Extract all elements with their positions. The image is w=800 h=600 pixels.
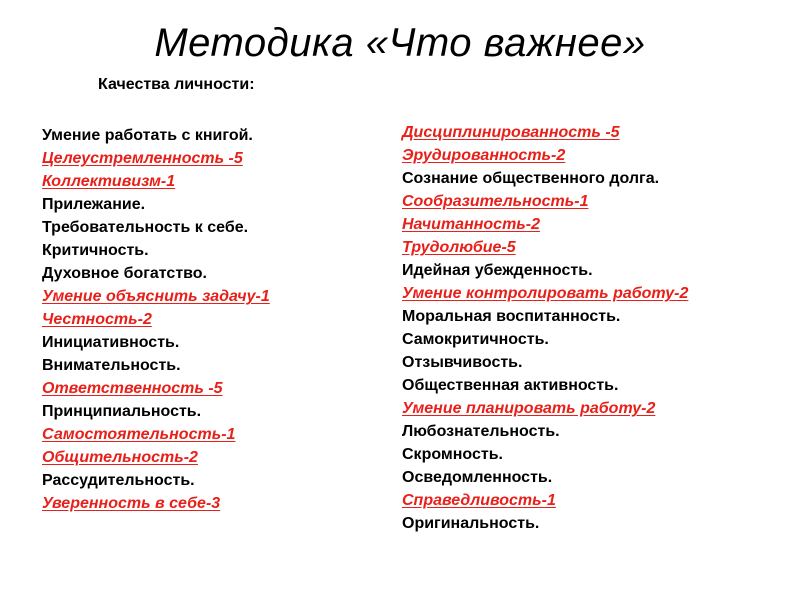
quality-item-highlighted: Честность-2 bbox=[42, 311, 152, 328]
quality-item: Общественная активность. bbox=[402, 377, 619, 394]
quality-item: Внимательность. bbox=[42, 357, 181, 374]
quality-item: Осведомленность. bbox=[402, 469, 553, 486]
quality-item: Скромность. bbox=[402, 446, 503, 463]
quality-item: Умение работать с книгой. bbox=[42, 127, 253, 144]
quality-item: Оригинальность. bbox=[402, 515, 540, 532]
quality-item-highlighted: Трудолюбие-5 bbox=[402, 239, 516, 256]
quality-item: Рассудительность. bbox=[42, 472, 195, 489]
quality-item: Прилежание. bbox=[42, 196, 146, 213]
quality-item-highlighted: Эрудированность-2 bbox=[402, 147, 566, 164]
quality-item-highlighted: Ответственность -5 bbox=[42, 380, 223, 397]
quality-item: Сознание общественного долга. bbox=[402, 170, 660, 187]
quality-item: Отзывчивость. bbox=[402, 354, 523, 371]
quality-item-highlighted: Общительность-2 bbox=[42, 449, 198, 466]
page-title: Методика «Что важнее» bbox=[154, 21, 646, 65]
quality-item: Критичность. bbox=[42, 242, 149, 259]
qualities-list-right bbox=[402, 121, 688, 535]
section-subtitle: Качества личности: bbox=[98, 76, 255, 93]
quality-item-highlighted: Умение контролировать работу-2 bbox=[402, 285, 689, 302]
quality-item: Требовательность к себе. bbox=[42, 219, 249, 236]
quality-item-highlighted: Коллективизм-1 bbox=[42, 173, 176, 190]
quality-item-highlighted: Начитанность-2 bbox=[402, 216, 541, 233]
quality-item-highlighted: Сообразительность-1 bbox=[402, 193, 589, 210]
quality-item-highlighted: Умение планировать работу-2 bbox=[402, 400, 656, 417]
quality-item-highlighted: Целеустремленность -5 bbox=[42, 150, 243, 167]
quality-item-highlighted: Дисциплинированность -5 bbox=[402, 124, 620, 141]
quality-item: Моральная воспитанность. bbox=[402, 308, 621, 325]
quality-item-highlighted: Умение объяснить задачу-1 bbox=[42, 288, 270, 305]
quality-item-highlighted: Уверенность в себе-3 bbox=[42, 495, 221, 512]
qualities-list-left bbox=[42, 124, 270, 515]
quality-item: Духовное богатство. bbox=[42, 265, 207, 282]
quality-item: Инициативность. bbox=[42, 334, 180, 351]
quality-item: Самокритичность. bbox=[402, 331, 549, 348]
quality-item-highlighted: Справедливость-1 bbox=[402, 492, 556, 509]
quality-item: Принципиальность. bbox=[42, 403, 202, 420]
quality-item: Любознательность. bbox=[402, 423, 560, 440]
quality-item: Идейная убежденность. bbox=[402, 262, 593, 279]
quality-item-highlighted: Самостоятельность-1 bbox=[42, 426, 236, 443]
